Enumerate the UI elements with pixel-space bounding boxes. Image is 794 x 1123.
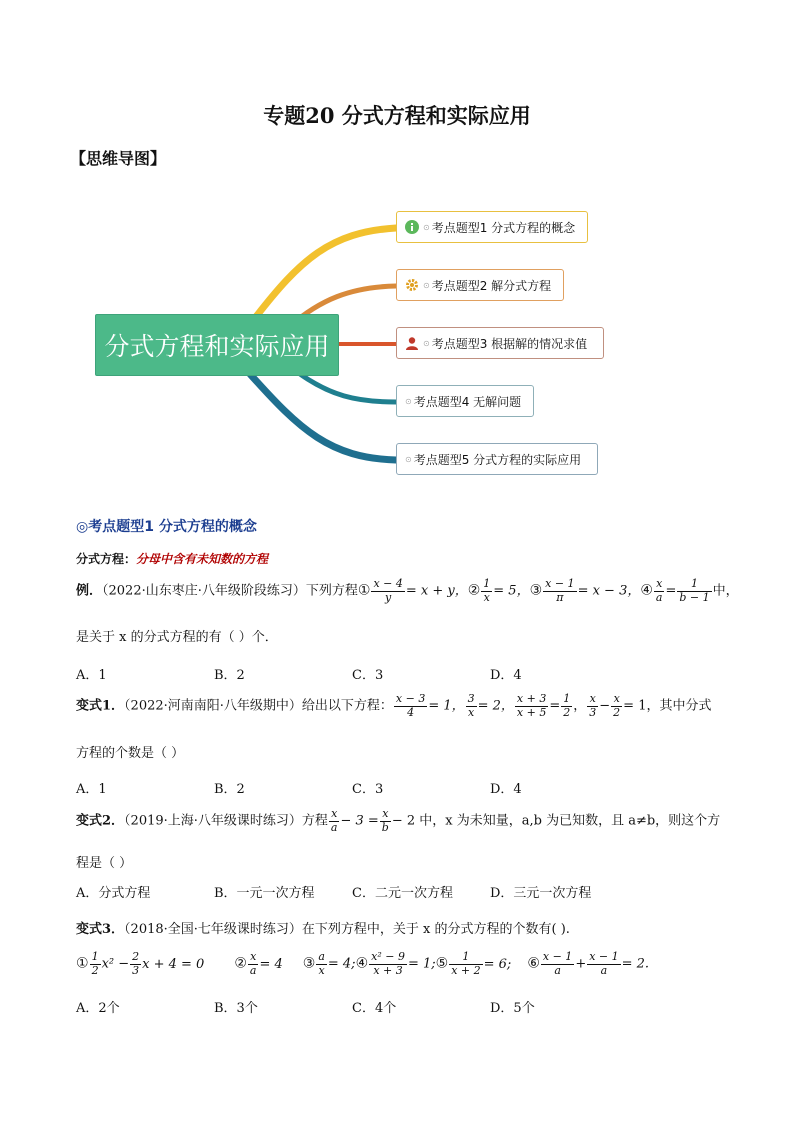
gear-icon <box>405 278 419 292</box>
circle-4: ④ <box>640 582 653 599</box>
fraction: $\frac{\text{x² − 9}}{x + 3}$ <box>371 950 405 977</box>
equation-text: ， <box>573 698 587 714</box>
option-b: B．一元一次方程 <box>214 886 315 901</box>
equation-text: + <box>575 956 587 972</box>
branch-4 <box>300 374 396 402</box>
fraction: $\frac{x}{2}$ <box>613 692 621 719</box>
option-b: B．2 <box>214 782 245 797</box>
mindmap-node-label: 考点题型3 根据解的情况求值 <box>431 336 588 351</box>
equation-text: = 4; <box>327 956 356 972</box>
option-c: C．4个 <box>352 1001 397 1016</box>
circle-1: ① <box>76 955 89 972</box>
circle-5: ⑤ <box>435 955 449 972</box>
equation-text: − 3 = <box>340 813 379 829</box>
variant2-question <box>76 808 720 834</box>
circle-2: ② <box>234 955 247 972</box>
fraction: $\frac{x}{b}$ <box>381 807 389 834</box>
fraction: $\frac{1}{x}$ <box>483 577 491 604</box>
page-title: 专题20 分式方程和实际应用 <box>263 103 531 128</box>
example-question <box>76 578 739 604</box>
mindmap-node-2 <box>396 269 564 301</box>
equation-text: = x − 3， <box>577 583 641 599</box>
question-source: （2019·上海·八年级课时练习）方程 <box>124 813 328 829</box>
equation-text: x + 4 = 0 <box>142 956 205 972</box>
equation-text: x² − <box>101 956 130 972</box>
mindmap-node-label: 考点题型1 分式方程的概念 <box>431 220 576 235</box>
fraction: $\frac{x - 4}{y}$ <box>373 577 403 604</box>
option-b: B．3个 <box>214 1001 258 1016</box>
variant3-equations <box>76 951 649 977</box>
variant1-options <box>76 778 628 797</box>
option-a: A．2个 <box>76 1001 120 1016</box>
circle-6: ⑥ <box>527 955 540 972</box>
circle-3: ③ <box>529 582 543 599</box>
equation-text: = <box>665 583 677 599</box>
info-icon <box>405 220 419 234</box>
circle-2: ② <box>467 582 481 599</box>
fraction: $\frac{1}{x + 2}$ <box>451 950 481 977</box>
variant2-line2: 程是（ ） <box>76 856 133 871</box>
option-a: A．1 <box>76 668 107 683</box>
question-label: 变式1． <box>76 698 125 714</box>
option-b: B．2 <box>214 668 245 683</box>
mindmap-node-5 <box>396 443 598 475</box>
equation-text: − <box>599 698 611 714</box>
option-c: C．3 <box>352 668 384 683</box>
question-label: 例． <box>76 583 103 599</box>
option-c: C．二元一次方程 <box>352 886 453 901</box>
fraction: $\frac{x}{a}$ <box>655 577 663 604</box>
equation-text: = 6; <box>483 956 512 972</box>
equation-text: = 1; <box>407 956 436 972</box>
question-source: （2022·河南南阳·八年级期中）给出以下方程： <box>124 698 393 714</box>
fraction: $\frac{x - 3}{4}$ <box>395 692 426 719</box>
fraction: $\frac{x}{a}$ <box>330 807 338 834</box>
fraction: $\frac{1}{b - 1}$ <box>679 577 710 604</box>
circle-3: ③ <box>302 955 316 972</box>
option-d: D．4 <box>490 782 522 797</box>
equation-text: = x + y， <box>405 583 468 599</box>
mindmap-node-label: 考点题型5 分式方程的实际应用 <box>413 452 582 467</box>
mindmap-heading: 【思维导图】 <box>70 149 167 168</box>
mindmap-node-label: 考点题型4 无解问题 <box>413 394 522 409</box>
fraction: $\frac{2}{3}$ <box>132 950 140 977</box>
question-label: 变式3． <box>76 922 125 937</box>
mindmap-central-node: 分式方程和实际应用 <box>95 314 339 376</box>
equation-text: = 4 <box>259 956 283 972</box>
option-d: D．三元一次方程 <box>490 886 592 901</box>
mindmap-node-label: 考点题型2 解分式方程 <box>431 278 552 293</box>
mindmap-node-3 <box>396 327 604 359</box>
equation-text: = 2. <box>621 956 650 972</box>
question-label: 变式2． <box>76 813 125 829</box>
bullet-icon: ⊙ <box>423 222 430 232</box>
equation-text: = <box>549 698 561 714</box>
variant3-options <box>76 997 628 1016</box>
fraction: $\frac{x - 1}{a}$ <box>542 950 573 977</box>
option-d: D．5个 <box>490 1001 535 1016</box>
user-icon <box>405 336 419 350</box>
fraction: $\frac{x - 1}{\pi}$ <box>545 577 575 604</box>
variant3-question <box>76 918 570 937</box>
variant2-options <box>76 882 628 901</box>
definition-label: 分式方程： <box>76 552 137 566</box>
question-tail: − 2 中，x 为未知量，a,b 为已知数，且 a≠b，则这个方 <box>391 813 721 829</box>
fraction: $\frac{1}{2}$ <box>563 692 571 719</box>
example-options <box>76 664 628 683</box>
definition-text: 分母中含有未知数的方程 <box>136 552 269 566</box>
option-a: A．分式方程 <box>76 886 151 901</box>
fraction: $\frac{3}{x}$ <box>467 692 475 719</box>
option-c: C．3 <box>352 782 384 797</box>
question-source: （2022·山东枣庄·八年级阶段练习）下列方程 <box>102 583 358 599</box>
fraction: $\frac{x - 1}{a}$ <box>589 950 619 977</box>
bullet-icon: ⊙ <box>405 396 412 406</box>
variant1-question <box>76 693 711 719</box>
equation-text: = 5， <box>493 583 530 599</box>
question-source: （2018·全国·七年级课时练习）在下列方程中，关于 x 的分式方程的个数有( ). <box>124 922 570 937</box>
section-heading: ◎考点题型1 分式方程的概念 <box>76 519 257 535</box>
definition <box>76 550 268 567</box>
option-a: A．1 <box>76 782 107 797</box>
example-line2: 是关于 x 的分式方程的有（ ）个． <box>76 630 278 645</box>
bullet-icon: ⊙ <box>423 338 430 348</box>
variant1-line2: 方程的个数是（ ） <box>76 746 185 761</box>
equation-text: = 1，其中分式 <box>623 698 712 714</box>
question-tail: 中， <box>712 583 739 599</box>
fraction: $\frac{1}{2}$ <box>91 950 99 977</box>
equation-text: = 1， <box>428 698 465 714</box>
mindmap-node-1 <box>396 211 588 243</box>
bullet-icon: ⊙ <box>405 454 412 464</box>
fraction: $\frac{a}{x}$ <box>318 950 325 977</box>
circle-1: ① <box>357 582 371 599</box>
fraction: $\frac{x + 3}{x + 5}$ <box>516 692 547 719</box>
mindmap-node-4 <box>396 385 534 417</box>
circle-4: ④ <box>355 955 369 972</box>
fraction: $\frac{x}{3}$ <box>589 692 597 719</box>
fraction: $\frac{x}{a}$ <box>249 950 257 977</box>
equation-text: = 2， <box>477 698 514 714</box>
option-d: D．4 <box>490 668 522 683</box>
bullet-icon: ⊙ <box>423 280 430 290</box>
